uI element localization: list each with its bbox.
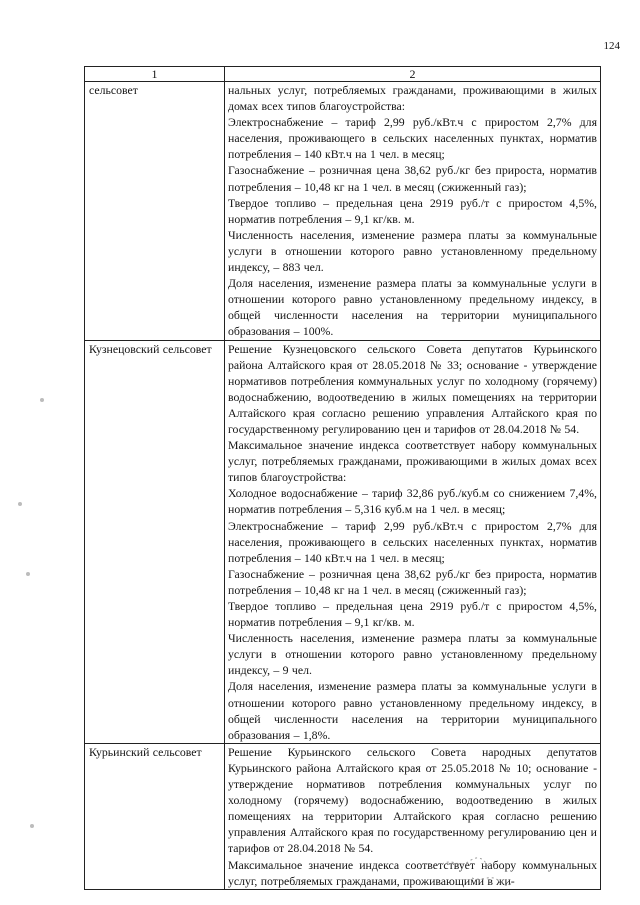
- detail-paragraph: Газоснабжение – розничная цена 38,62 руб./кг без прироста, норматив потребления – 10,48 кг на 1 чел. в месяц (сжиженный газ);: [228, 163, 597, 194]
- table-row: [85, 82, 601, 341]
- scan-dot: [26, 572, 30, 576]
- detail-paragraph: Максимальное значение индекса соответствует набору коммунальных услуг, потребляемых гражданами, проживающими в жилых домах всех типов благоустройства:: [228, 438, 597, 485]
- settlement-name: Кузнецовский сельсовет: [85, 340, 225, 743]
- settlement-details: [225, 82, 601, 341]
- detail-paragraph: Твердое топливо – предельная цена 2919 руб./т с приростом 4,5%, норматив потребления – 9,1 кг/кв. м.: [228, 599, 597, 630]
- detail-paragraph: Электроснабжение – тариф 2,99 руб./кВт.ч с приростом 2,7% для населения, проживающего в сельских населенных пунктах, норматив потребления – 140 кВт.ч на 1 чел. в месяц;: [228, 115, 597, 162]
- pen-mark: [438, 852, 518, 892]
- detail-paragraph: Решение Кузнецовского сельского Совета депутатов Курьинского района Алтайского края от 28.05.2018 № 33; основание - утверждение нормативов потребления коммунальных услуг по холодному (горячему) водоснабжению, водоотведению в жилых помещениях на территории Алтайского края согласно решению управления Алтайского края по государственному регулированию цен и тарифов от 28.04.2018 № 54.: [228, 341, 597, 436]
- settlement-name: Курьинский сельсовет: [85, 743, 225, 889]
- table-header-row: [85, 67, 601, 82]
- detail-paragraph: Численность населения, изменение размера платы за коммунальные услуги в отношении которого равно установленному предельному индексу, – 883 чел.: [228, 227, 597, 275]
- table-row: [85, 743, 601, 889]
- settlement-details: [225, 743, 601, 889]
- detail-paragraph: Электроснабжение – тариф 2,99 руб./кВт.ч с приростом 2,7% для населения, проживающего в сельских населенных пунктах, норматив потребления – 140 кВт.ч на 1 чел. в месяц;: [228, 518, 597, 565]
- detail-paragraph: Максимальное значение индекса соответствует набору коммунальных услуг, потребляемых гражданами, проживающими в жи-: [228, 857, 597, 888]
- detail-paragraph: Холодное водоснабжение – тариф 32,86 руб./куб.м со снижением 7,4%, норматив потребления – 5,316 куб.м на 1 чел. в месяц;: [228, 486, 597, 517]
- scan-dot: [18, 502, 22, 506]
- detail-paragraph: Численность населения, изменение размера платы за коммунальные услуги в отношении которого равно установленному предельному индексу, – 9 чел.: [228, 631, 597, 678]
- settlement-details: [225, 340, 601, 743]
- detail-paragraph: Газоснабжение – розничная цена 38,62 руб./кг без прироста, норматив потребления – 10,48 кг на 1 чел. в месяц (сжиженный газ);: [228, 566, 597, 597]
- tariff-table: [84, 66, 601, 890]
- scan-dot: [40, 398, 44, 402]
- table-row: [85, 340, 601, 743]
- detail-paragraph: Твердое топливо – предельная цена 2919 руб./т с приростом 4,5%, норматив потребления – 9,1 кг/кв. м.: [228, 195, 597, 226]
- column-header-2: 2: [225, 67, 601, 82]
- column-header-1: 1: [85, 67, 225, 82]
- detail-paragraph: нальных услуг, потребляемых гражданами, проживающими в жилых домах всех типов благоустройства:: [228, 83, 597, 114]
- detail-paragraph: Доля населения, изменение размера платы за коммунальные услуги в отношении которого равно установленному предельному индексу, в общей численности населения на территории муниципального образования – 100%.: [228, 276, 597, 339]
- settlement-name: сельсовет: [85, 82, 225, 341]
- page-number: 124: [603, 40, 620, 52]
- detail-paragraph: Решение Курьинского сельского Совета народных депутатов Курьинского района Алтайского края от 25.05.2018 № 10; основание - утверждение нормативов потребления коммунальных услуг по холодному (горячему) водоснабжению, водоотведению в жилых помещениях на территории Алтайского края согласно решению управления Алтайского края по государственному регулированию цен и тарифов от 28.04.2018 № 54.: [228, 744, 597, 856]
- detail-paragraph: Доля населения, изменение размера платы за коммунальные услуги в отношении которого равно установленному предельному индексу, в общей численности населения на территории муниципального образования – 1,8%.: [228, 679, 597, 742]
- scan-dot: [30, 824, 34, 828]
